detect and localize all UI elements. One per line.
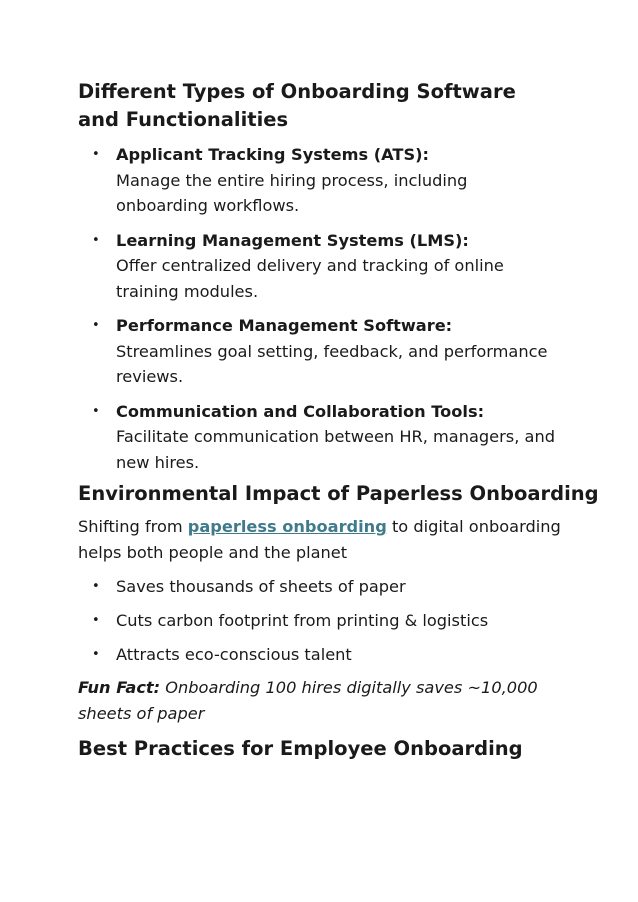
benefit-text: Attracts eco-conscious talent [116, 645, 352, 664]
section-heading-best-practices: Best Practices for Employee Onboarding [78, 737, 523, 760]
intro-text-after: to digital onboarding helps both people and the planet [78, 517, 561, 562]
item-title: Learning Management Systems (LMS): [116, 230, 469, 250]
list-item [92, 608, 562, 642]
section-heading-types: Different Types of Onboarding Software and Functionalities [78, 80, 516, 131]
bullet-icon: • [92, 232, 100, 248]
bullet-icon: • [92, 579, 100, 594]
intro-text-before: Shifting from [78, 517, 188, 536]
benefit-text: Saves thousands of sheets of paper [116, 577, 406, 596]
item-title: Performance Management Software: [116, 316, 453, 335]
bullet-icon: • [92, 147, 100, 162]
environment-benefits-list [92, 574, 562, 676]
item-description: Offer centralized delivery and tracking of online training modules. [116, 256, 504, 301]
fun-fact [78, 675, 568, 727]
bullet-icon: • [92, 647, 100, 662]
bullet-icon: • [92, 403, 100, 419]
fun-fact-label: Fun Fact: [78, 678, 161, 697]
list-item [92, 313, 562, 390]
section-heading-environment: Environmental Impact of Paperless Onboarding [78, 482, 599, 505]
list-item [92, 399, 562, 476]
item-title: Applicant Tracking Systems (ATS): [116, 145, 429, 164]
list-item [92, 142, 562, 219]
benefit-text: Cuts carbon footprint from printing & logistics [116, 611, 489, 630]
fun-fact-text: Onboarding 100 hires digitally saves ~10,000 sheets of paper [78, 678, 538, 723]
bullet-icon: • [92, 613, 100, 628]
item-description: Streamlines goal setting, feedback, and performance reviews. [116, 341, 548, 386]
list-item [92, 574, 562, 608]
paperless-onboarding-link[interactable]: paperless onboarding [187, 517, 387, 536]
list-item [92, 228, 562, 305]
item-description: Manage the entire hiring process, including onboarding workflows. [116, 170, 468, 215]
item-description: Facilitate communication between HR, managers, and new hires. [116, 427, 555, 472]
environment-intro [78, 514, 568, 566]
bullet-icon: • [92, 318, 100, 333]
item-title: Communication and Collaboration Tools: [116, 401, 485, 421]
list-item [92, 642, 562, 676]
software-types-list [92, 142, 562, 484]
